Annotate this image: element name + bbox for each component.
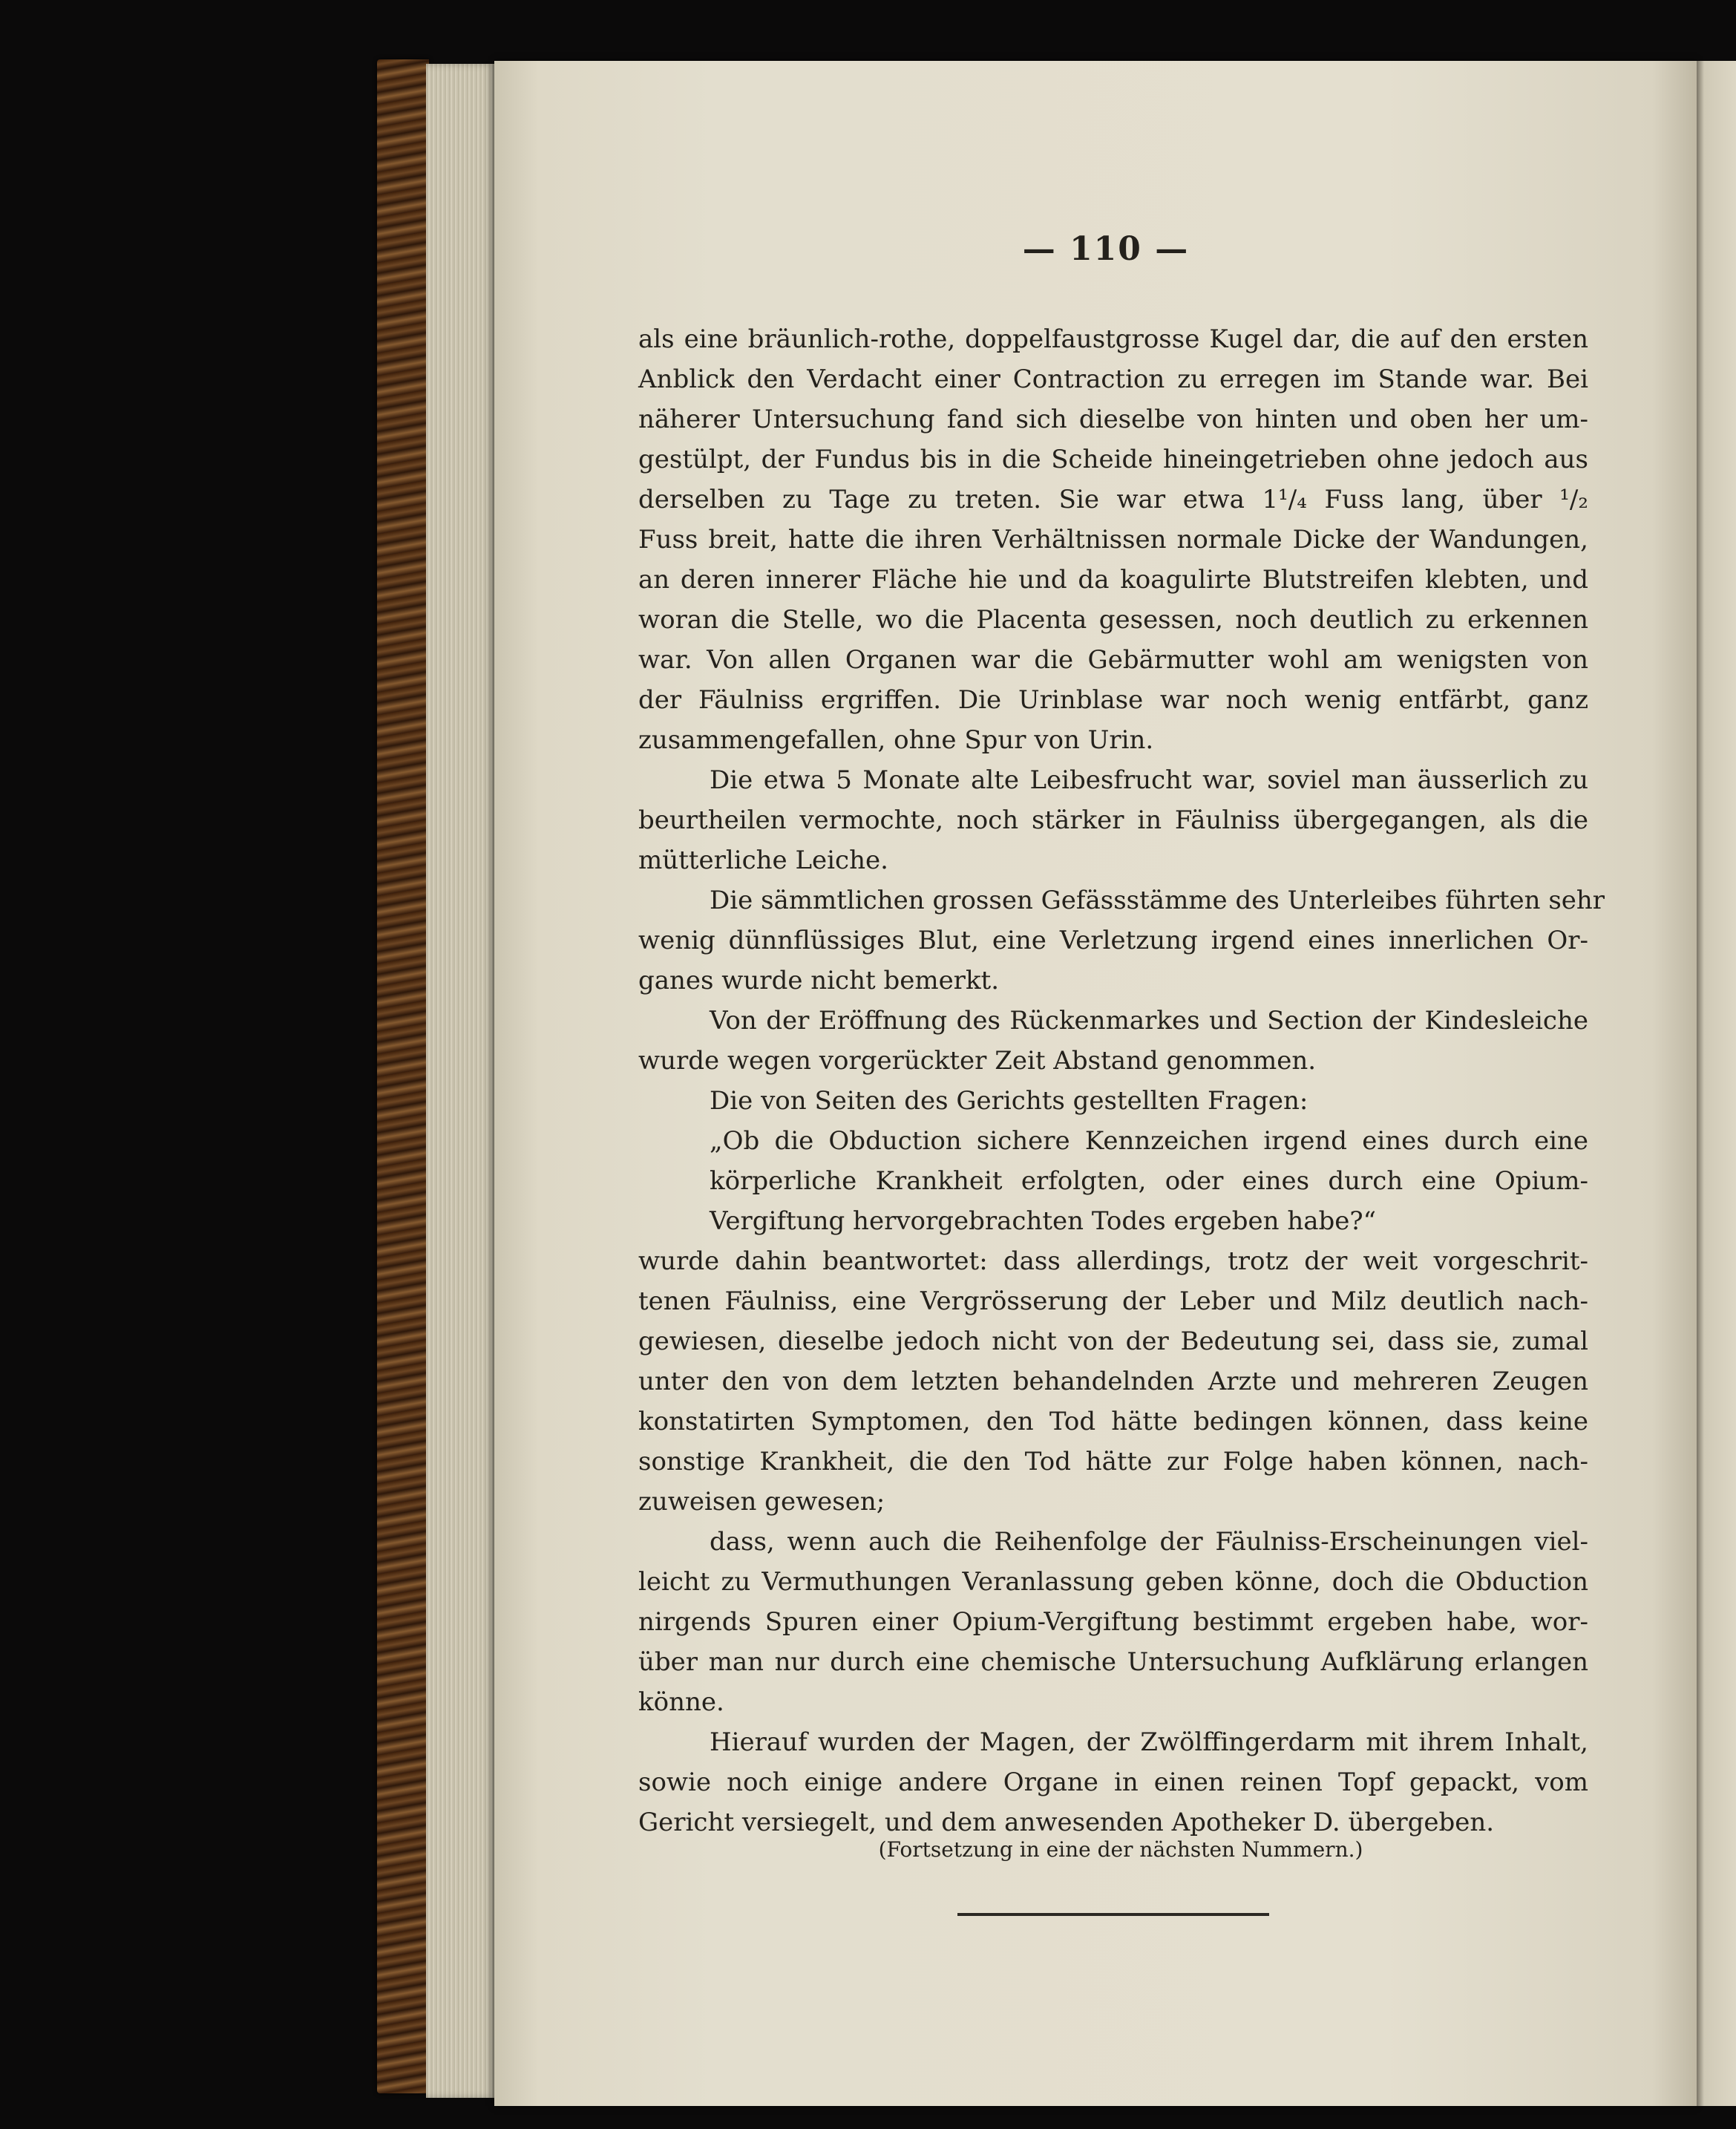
text-line: zusammengefallen, ohne Spur von Urin. [638, 725, 1154, 755]
end-rule [957, 1913, 1269, 1916]
text-line: körperliche Krankheit erfolgten, oder eines durch eine Opium- [710, 1166, 1588, 1196]
text-line: Anblick den Verdacht einer Contraction zu erregen im Stande war. Bei [638, 364, 1588, 394]
text-line: Die sämmtlichen grossen Gefässstämme des Unterleibes führten sehr [710, 886, 1605, 915]
text-line: Hierauf wurden der Magen, der Zwölffingerdarm mit ihrem Inhalt, [710, 1727, 1588, 1757]
continuation-note: (Fortsetzung in eine der nächsten Nummern.) [878, 1837, 1363, 1862]
page-block-edges [426, 64, 494, 2098]
text-line: wenig dünnflüssiges Blut, eine Verletzung irgend eines innerlichen Or- [638, 926, 1588, 955]
text-line: Die etwa 5 Monate alte Leibesfrucht war, soviel man äusserlich zu [710, 765, 1588, 795]
text-line: an deren innerer Fläche hie und da koagulirte Blutstreifen klebten, und [638, 565, 1588, 595]
text-line: Von der Eröffnung des Rückenmarkes und Section der Kindesleiche [710, 1006, 1588, 1036]
text-line: wurde wegen vorgerückter Zeit Abstand genommen. [638, 1046, 1317, 1076]
text-line: näherer Untersuchung fand sich dieselbe von hinten und oben her um- [638, 405, 1588, 434]
text-line: sonstige Krankheit, die den Tod hätte zur Folge haben können, nach- [638, 1447, 1588, 1476]
text-line: könne. [638, 1687, 724, 1717]
text-line: über man nur durch eine chemische Untersuchung Aufklärung erlangen [638, 1647, 1588, 1677]
text-line: zuweisen gewesen; [638, 1487, 885, 1517]
text-line: dass, wenn auch die Reihenfolge der Fäulniss-Erscheinungen viel- [710, 1527, 1588, 1557]
text-line: mütterliche Leiche. [638, 846, 888, 875]
text-line: ganes wurde nicht bemerkt. [638, 966, 1000, 995]
page-number: — 110 — [1022, 230, 1190, 268]
text-line: konstatirten Symptomen, den Tod hätte bedingen können, dass keine [638, 1407, 1588, 1436]
text-line: gewiesen, dieselbe jedoch nicht von der Bedeutung sei, dass sie, zumal [638, 1327, 1588, 1356]
text-line: Fuss breit, hatte die ihren Verhältnissen normale Dicke der Wandungen, [638, 525, 1588, 555]
text-line: unter den von dem letzten behandelnden Arzte und mehreren Zeugen [638, 1367, 1588, 1396]
text-line: beurtheilen vermochte, noch stärker in Fäulniss übergegangen, als die [638, 805, 1588, 835]
text-line: Die von Seiten des Gerichts gestellten Fragen: [710, 1086, 1308, 1116]
text-line: war. Von allen Organen war die Gebärmutter wohl am wenigsten von [638, 645, 1588, 675]
text-line: „Ob die Obduction sichere Kennzeichen irgend eines durch eine [710, 1126, 1588, 1156]
text-line: gestülpt, der Fundus bis in die Scheide hineingetrieben ohne jedoch aus [638, 445, 1588, 474]
text-line: derselben zu Tage zu treten. Sie war etwa 1¹/₄ Fuss lang, über ¹/₂ [638, 485, 1588, 514]
text-line: tenen Fäulniss, eine Vergrösserung der Leber und Milz deutlich nach- [638, 1286, 1588, 1316]
text-line: wurde dahin beantwortet: dass allerdings, trotz der weit vorgeschrit- [638, 1246, 1588, 1276]
text-line: der Fäulniss ergriffen. Die Urinblase war noch wenig entfärbt, ganz [638, 685, 1588, 715]
text-line: woran die Stelle, wo die Placenta gesessen, noch deutlich zu erkennen [638, 605, 1588, 635]
text-line: Gericht versiegelt, und dem anwesenden Apotheker D. übergeben. [638, 1808, 1495, 1837]
text-line: Vergiftung hervorgebrachten Todes ergeben habe?“ [710, 1206, 1377, 1236]
next-page-edge [1697, 61, 1736, 2106]
marbled-book-cover [377, 59, 429, 2093]
text-line: leicht zu Vermuthungen Veranlassung geben könne, doch die Obduction [638, 1567, 1588, 1597]
text-line: nirgends Spuren einer Opium-Vergiftung bestimmt ergeben habe, wor- [638, 1607, 1588, 1637]
text-line: sowie noch einige andere Organe in einen reinen Topf gepackt, vom [638, 1767, 1588, 1797]
text-line: als eine bräunlich-rothe, doppelfaustgrosse Kugel dar, die auf den ersten [638, 324, 1588, 354]
